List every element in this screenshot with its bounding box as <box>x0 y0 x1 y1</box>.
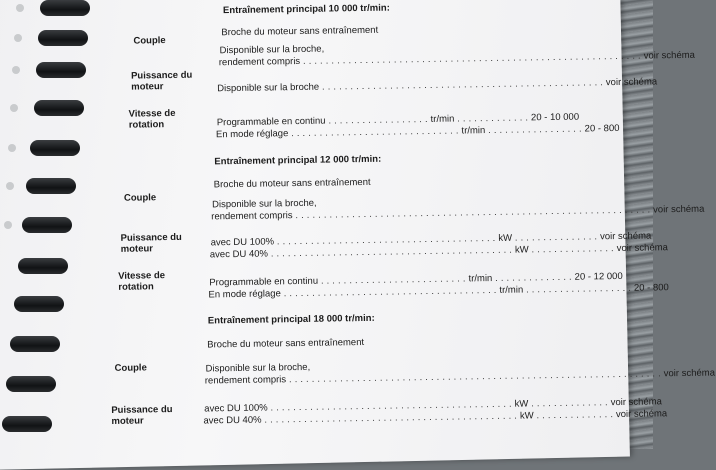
puissance-unit: kW <box>514 398 529 410</box>
vitesse-line: Programmable en continu <box>209 275 319 289</box>
vitesse-label: Vitesse de rotation <box>128 107 176 131</box>
vitesse-unit: tr/min <box>430 113 455 125</box>
couple-label: Couple <box>114 362 147 374</box>
puissance-value: voir schéma <box>615 408 668 421</box>
puissance-unit: kW <box>514 244 529 256</box>
puissance-line: avec DU 40% <box>209 248 269 261</box>
section-title: Entraînement principal 10 000 tr/min: <box>222 2 390 17</box>
couple-line: Disponible sur la broche, <box>211 197 317 211</box>
motor-note: Broche du moteur sans entraînement <box>207 337 365 351</box>
puissance-unit: kW <box>498 232 513 244</box>
motor-note: Broche du moteur sans entraînement <box>221 24 379 39</box>
couple-label: Couple <box>133 35 166 47</box>
couple-value: voir schéma <box>653 203 705 216</box>
vitesse-line: En mode réglage <box>208 288 281 301</box>
couple-line: Disponible sur la broche, <box>205 361 311 375</box>
puissance-value: voir schéma <box>599 230 652 243</box>
motor-note: Broche du moteur sans entraînement <box>213 176 371 191</box>
couple-line: Disponible sur la broche, <box>219 43 325 57</box>
puissance-value: voir schéma <box>616 242 668 255</box>
vitesse-label: Vitesse de rotation <box>118 270 166 293</box>
puissance-unit: kW <box>519 410 534 422</box>
vitesse-unit: tr/min <box>461 125 486 137</box>
puissance-label: Puissance du moteur <box>130 69 193 93</box>
couple-line: rendement compris <box>218 55 301 69</box>
puissance-line: Disponible sur la broche <box>217 81 320 95</box>
vitesse-line: Programmable en continu <box>216 115 326 129</box>
puissance-line: avec DU 100% <box>210 236 275 249</box>
puissance-label: Puissance du moteur <box>111 404 173 427</box>
spec-content: Entraînement principal 10 000 tr/min: Broche du moteur sans entraînement Couple Disponible sur la broche, rendement compris . . . . . . . . . . . . . . . . . . . . . . . . . . . . . . . . . . . . . . . . . . . . . . . . . . . . . . . . . . . . voir schéma Puissance du moteur Disponible sur la broche . . . . . . . . . . . . . . . . . . . . . . . . . . . . . . . . . . . . . . . . . . . . . . . . . . voir schéma Vitesse de rotation Programmable en continu . . . . . . . . . . . . . . . . . . tr/min . . . . . . . . . . . . . 20 - 10 000 En mode réglage . . . . . . . . . . . . . . . . . . . . . . . . . . . . . . tr/min . . . . . . . . . . . . . . . . . 20 - 800 Entraînement principal 12 000 tr/min: Broche du moteur sans entraînement Couple Disponible sur la broche, rendement compris . . . . . . . . . . . . . . . . . . . . . . . . . . . . . . . . . . . . . . . . . . . . . . . . . . . . . . . . . . . . . . . voir schéma Puissance du moteur avec DU 100% . . . . . . . . . . . . . . . . . . . . . . . . . . . . . . . . . . . . . . . kW . . . . . . . . . . . . . . . voir schéma avec DU 40% . . . . . . . . . . . . . . . . . . . . . . . . . . . . . . . . . . . . . . . . . . . kW . . . . . . . . . . . . . . . voir schéma Vitesse de rotation Programmable en continu . . . . . . . . . . . . . . . . . . . . . . . . . . tr/min . . . . . . . . . . . . . . 20 - 12 000 En mode réglage . . . . . . . . . . . . . . . . . . . . . . . . . . . . . . . . . . . . . . tr/min . . . . . . . . . . . . . . . . . . . 20 - 800 Entraînement principal 18 000 tr/min: Broche du moteur sans entraînement Couple Disponible sur la broche, rendement compris . . . . . . . . . . . . . . . . . . . . . . . . . . . . . . . . . . . . . . . . . . . . . . . . . . . . . . . . . . . . . . . . . . voir schéma Puissance du moteur avec DU 100% . . . . . . . . . . . . . . . . . . . . . . . . . . . . . . . . . . . . . . . . . . . kW . . . . . . . . . . . . . . voir schéma avec DU 40% . . . . . . . . . . . . . . . . . . . . . . . . . . . . . . . . . . . . . . . . . . . . . kW . . . . . . . . . . . . . . voir schéma <box>111 2 716 427</box>
puissance-line: avec DU 100% <box>204 402 268 415</box>
vitesse-value: 20 - 10 000 <box>530 111 580 124</box>
vitesse-value: 20 - 800 <box>584 122 620 135</box>
vitesse-unit: tr/min <box>499 284 524 296</box>
puissance-value: voir schéma <box>605 76 658 89</box>
puissance-value: voir schéma <box>610 396 662 409</box>
puissance-label: Puissance du moteur <box>120 231 182 255</box>
couple-line: rendement compris <box>204 374 287 387</box>
couple-label: Couple <box>123 192 157 204</box>
vitesse-line: En mode réglage <box>215 128 289 141</box>
vitesse-value: 20 - 800 <box>633 282 669 294</box>
couple-value: voir schéma <box>663 367 716 380</box>
couple-value: voir schéma <box>643 49 695 62</box>
section-title: Entraînement principal 18 000 tr/min: <box>207 312 375 327</box>
vitesse-unit: tr/min <box>468 272 493 285</box>
vitesse-value: 20 - 12 000 <box>574 270 623 283</box>
section-title: Entraînement principal 12 000 tr/min: <box>214 153 382 168</box>
couple-line: rendement compris <box>211 210 293 223</box>
puissance-line: avec DU 40% <box>203 414 262 427</box>
